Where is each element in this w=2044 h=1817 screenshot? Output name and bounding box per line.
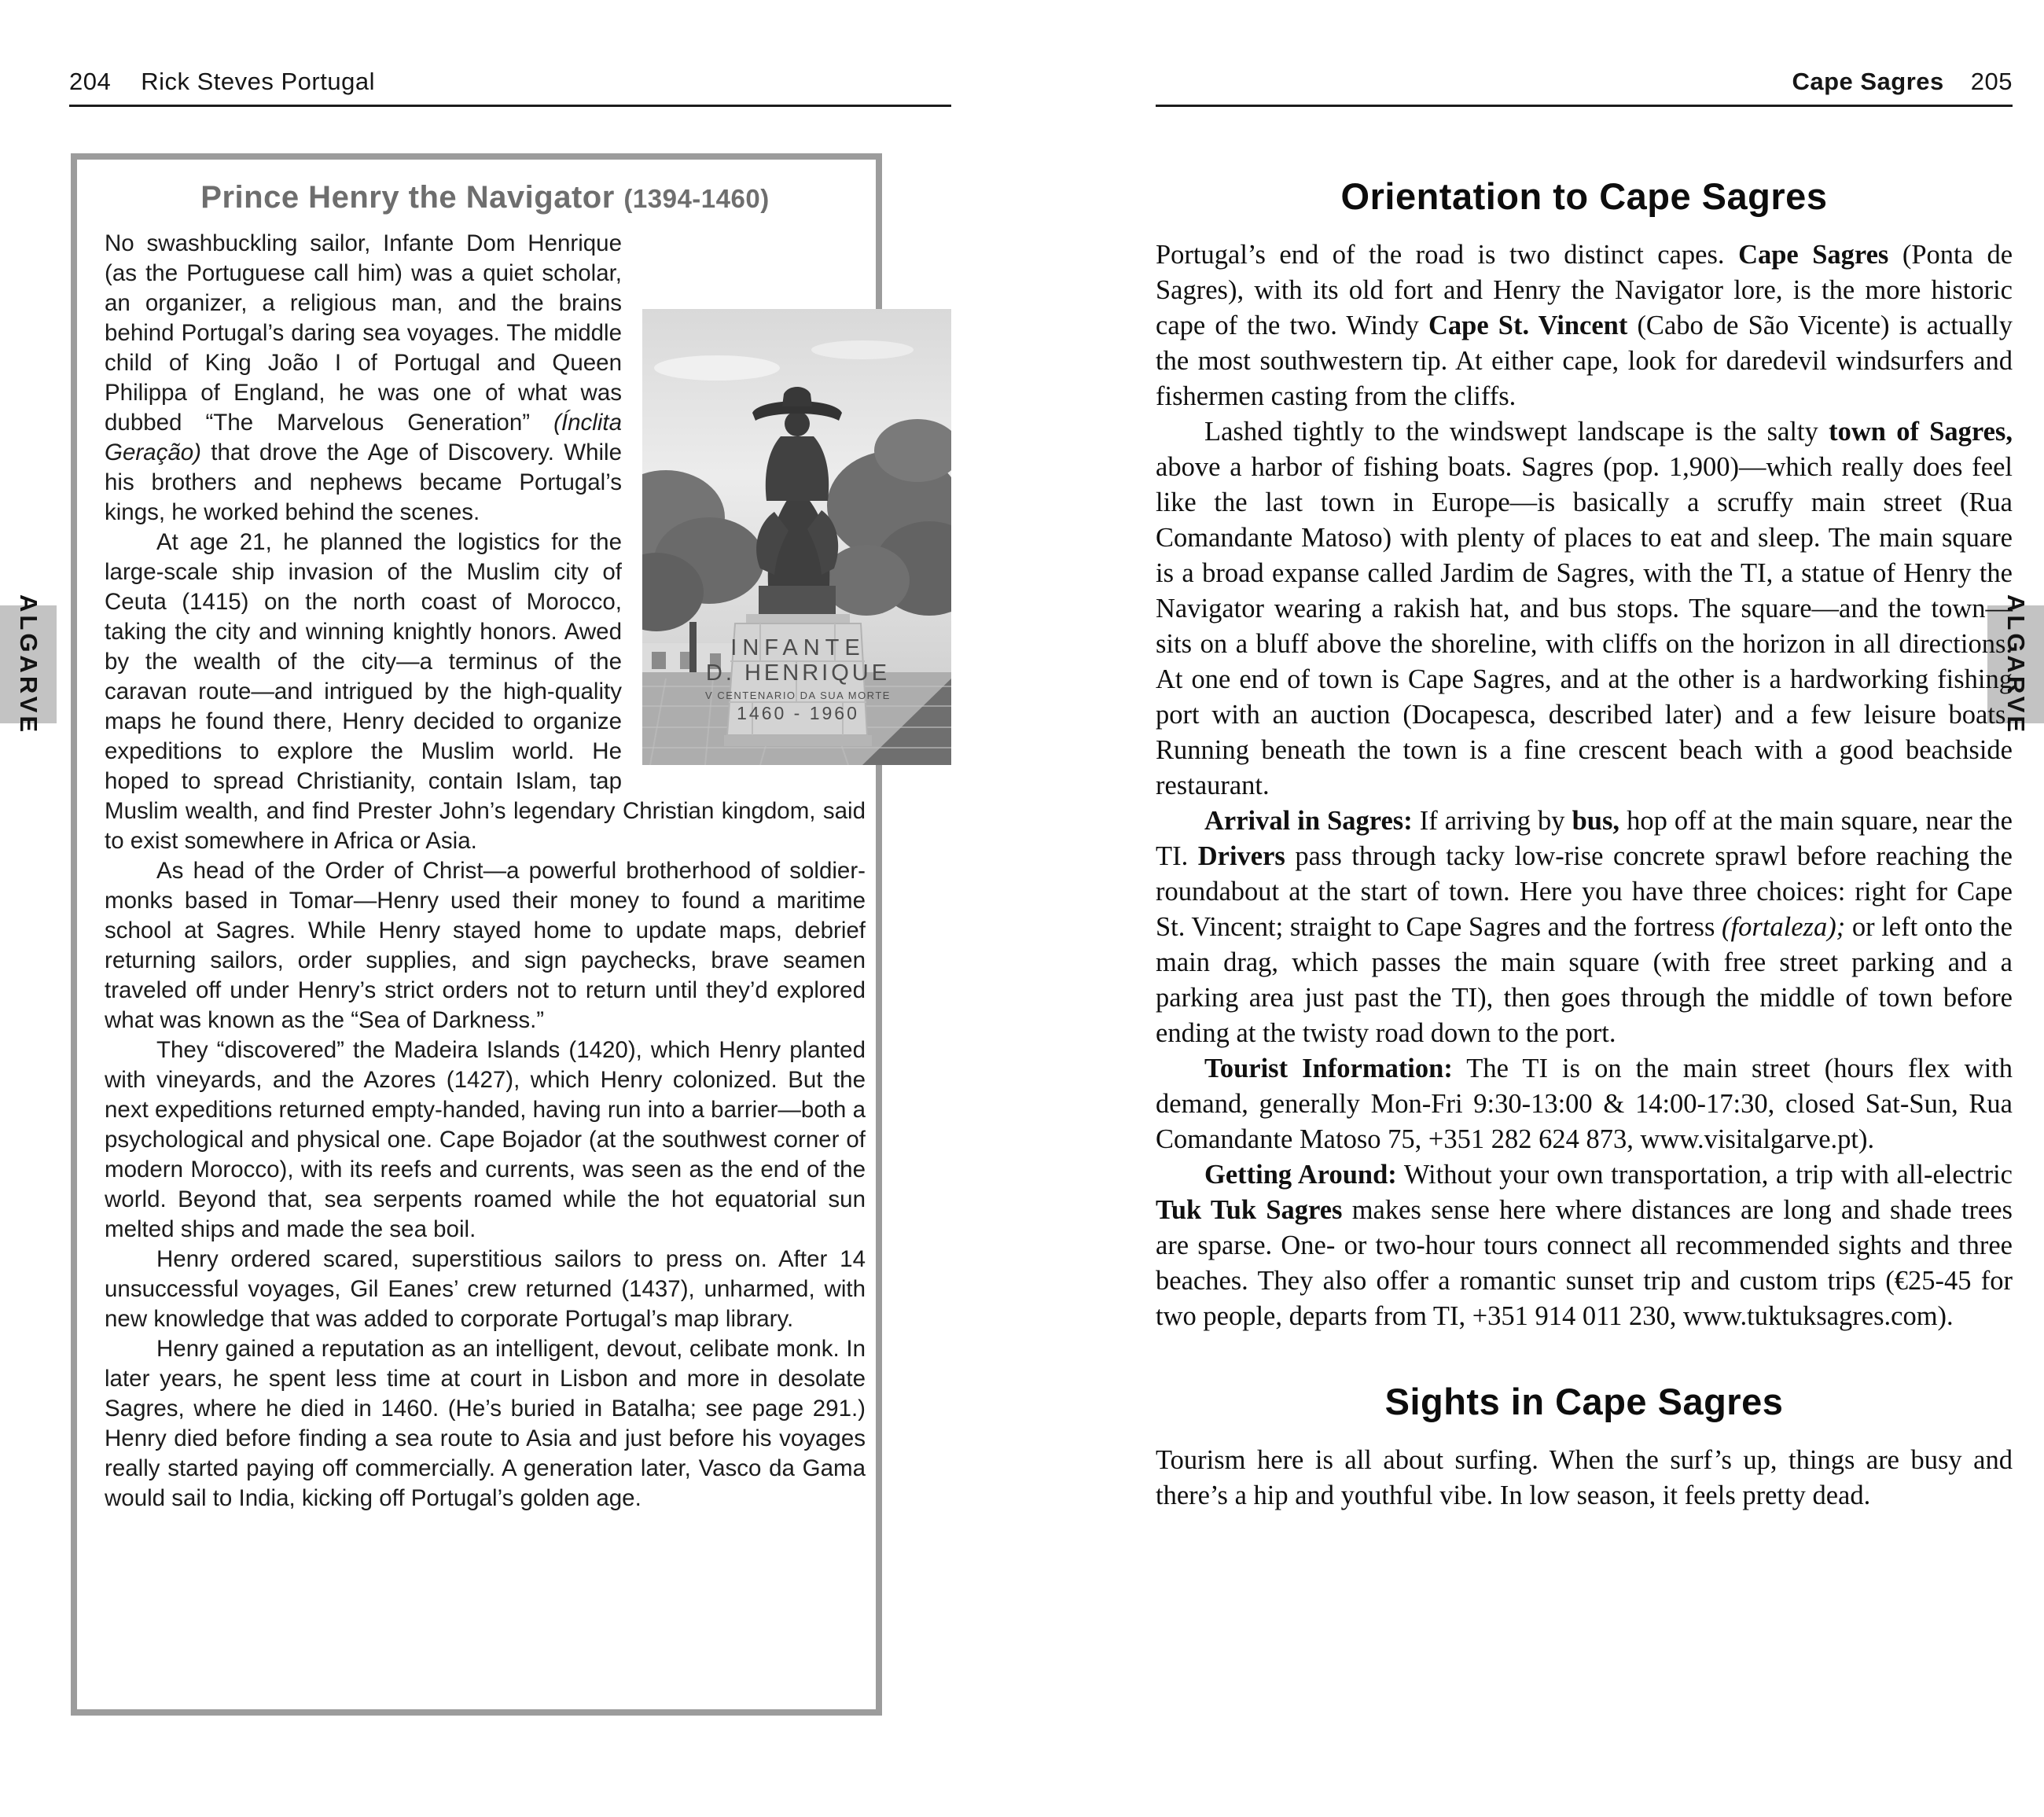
margin-tab-algarve-left bbox=[0, 594, 57, 735]
svg-text:V CENTENARIO DA SUA MORTE: V CENTENARIO DA SUA MORTE bbox=[705, 690, 891, 701]
section-title-sights: Sights in Cape Sagres bbox=[1384, 1381, 1784, 1422]
chapter-title: Cape Sagres bbox=[1792, 68, 1944, 95]
sidebar-box-title-years: (1394-1460) bbox=[623, 184, 770, 213]
paragraph: Henry gained a reputation as an intelligent, devout, celibate monk. In later years, he spent less time at court in Lisbon and more in desolate Sagres, where he died in 1460. (He’s buried in Batalha; see page 291.) Henry died before finding a sea route to Asia and just before his voyages really started paying off commercially. A generation later, Vasco da Gama would sail to India, kicking off Portugal’s golden age. bbox=[105, 1336, 866, 1511]
header-rule-right bbox=[1156, 105, 2013, 107]
right-page-column bbox=[1156, 175, 2013, 1514]
sidebar-box-title-text: Prince Henry the Navigator bbox=[200, 180, 615, 215]
paragraph: Tourism here is all about surfing. When the surf’s up, things are busy and there’s a hip and youthful vibe. In low season, it feels pretty dead. bbox=[1156, 1445, 2013, 1510]
sights-body bbox=[1156, 1443, 2013, 1514]
paragraph: They “discovered” the Madeira Islands (1420), which Henry planted with vineyards, and the Azores (1427), which Henry colonized. But the next expeditions returned empty-handed, having run into a barrier—both a psychological and physical one. Cape Bojador (at the southwest corner of modern Morocco), with its reefs and currents, was seen as the end of the world. Beyond that, sea serpents roamed while the hot equatorial sun melted ships and made the sea boil. bbox=[105, 1037, 866, 1242]
paragraph: Arrival in Sagres: If arriving by bus, hop off at the main square, near the TI. Drivers pass through tacky low-rise concrete sprawl before reaching the roundabout at the start of town. Here you have three choices: right for Cape St. Vincent; straight to Cape Sagres and the fortress (fortaleza); or left onto the main drag, which passes the main square (with free street parking and a parking area just past the TI), then goes through the middle of town before ending at the twisty road down to the port. bbox=[1156, 806, 2013, 1048]
page-number-left: 204 bbox=[69, 68, 112, 95]
header-rule-left bbox=[69, 105, 951, 107]
svg-text:D. HENRIQUE: D. HENRIQUE bbox=[705, 660, 891, 686]
orientation-body bbox=[1156, 237, 2013, 1334]
paragraph: Portugal’s end of the road is two distinct capes. Cape Sagres (Ponta de Sagres), with its old fort and Henry the Navigator lore, is the more historic cape of the two. Windy Cape St. Vincent (Cabo de São Vicente) is actually the most southwestern tip. At either cape, look for daredevil windsurfers and fishermen casting from the cliffs. bbox=[1156, 240, 2013, 411]
sidebar-box-prince-henry bbox=[71, 153, 891, 1716]
margin-tab-label: ALGARVE bbox=[15, 594, 42, 735]
sights-section bbox=[1156, 1380, 2013, 1514]
sidebar-box-body bbox=[105, 229, 891, 1514]
paragraph: Getting Around: Without your own transportation, a trip with all-electric Tuk Tuk Sagres makes sense here where distances are long and shade trees are sparse. One- or two-hour tours connect all recommended sights and three beaches. They also offer a romantic sunset trip and custom trips (€25-45 for two people, departs from TI, +351 914 011 230, www.tuktuksagres.com). bbox=[1156, 1160, 2013, 1331]
book-title: Rick Steves Portugal bbox=[141, 68, 375, 95]
svg-text:1460 - 1960: 1460 - 1960 bbox=[737, 703, 859, 723]
statue-photo bbox=[642, 309, 951, 765]
paragraph: No swashbuckling sailor, Infante Dom Henrique (as the Portuguese call him) was a quiet scholar, an organizer, a religious man, and the brains behind Portugal’s daring sea voyages. The middle child of King João I of Portugal and Queen Philippa of England, he was one of what was dubbed “The Marvelous Generation” (Ínclita Geração) that drove the Age of Discovery. While his brothers and nephews became Portugal’s kings, he worked behind the scenes. bbox=[105, 230, 622, 525]
running-head-left bbox=[69, 68, 951, 96]
sidebar-box-title bbox=[105, 178, 866, 218]
section-title-orientation: Orientation to Cape Sagres bbox=[1340, 175, 1828, 217]
paragraph: As head of the Order of Christ—a powerful brotherhood of soldier-monks based in Tomar—Henry used their money to found a maritime school at Sagres. While Henry stayed home to update maps, debrief returning sailors, order supplies, and sign paychecks, brave seamen traveled off under Henry’s strict orders not to return until they’d explored what was known as the “Sea of Darkness.” bbox=[105, 858, 866, 1033]
running-head-right bbox=[1156, 68, 2013, 96]
paragraph: Lashed tightly to the windswept landscape is the salty town of Sagres, above a harbor of fishing boats. Sagres (pop. 1,900)—which really does feel like the last town in Europe—is basically a scruffy main street (Rua Comandante Matoso) with plenty of places to eat and sleep. The main square is a broad expanse called Jardim de Sagres, with the TI, a statue of Henry the Navigator wearing a rakish hat, and bus stops. The square—and the town—sits on a bluff above the shoreline, with cliffs on the horizon in all directions. At one end of town is Cape Sagres, and at the other is a hardworking fishing port with an auction (Docapesca, described later) and a few leisure boats. Running beneath the town is a fine crescent beach with a good beachside restaurant. bbox=[1156, 417, 2013, 800]
paragraph: At age 21, he planned the logistics for the large-scale ship invasion of the Muslim city of Ceuta (1415) on the north coast of Morocco, taking the city and winning knightly honors. Awed by the wealth of the city—a terminus of the caravan route—and intrigued by the high-quality maps he found there, Henry decided to organize expeditions to explore the Muslim world. He hoped to spread Christianity, contain Islam, tap Muslim wealth, and find Prester John’s legendary Christian kingdom, said to exist somewhere in Africa or Asia. bbox=[105, 529, 866, 854]
paragraph: Tourist Information: The TI is on the main street (hours flex with demand, generally Mon-Fri 9:30-13:00 & 14:00-17:30, closed Sat-Sun, Rua Comandante Matoso 75, +351 282 624 873, www.visitalgarve.pt). bbox=[1156, 1054, 2013, 1154]
margin-tab-label: ALGARVE bbox=[2002, 594, 2030, 735]
page-number-right: 205 bbox=[1970, 68, 2013, 95]
svg-text:INFANTE: INFANTE bbox=[730, 635, 866, 660]
paragraph: Henry ordered scared, superstitious sailors to press on. After 14 unsuccessful voyages, Gil Eanes’ crew returned (1437), unharmed, with new knowledge that was added to corporate Portugal’s map library. bbox=[105, 1246, 866, 1332]
